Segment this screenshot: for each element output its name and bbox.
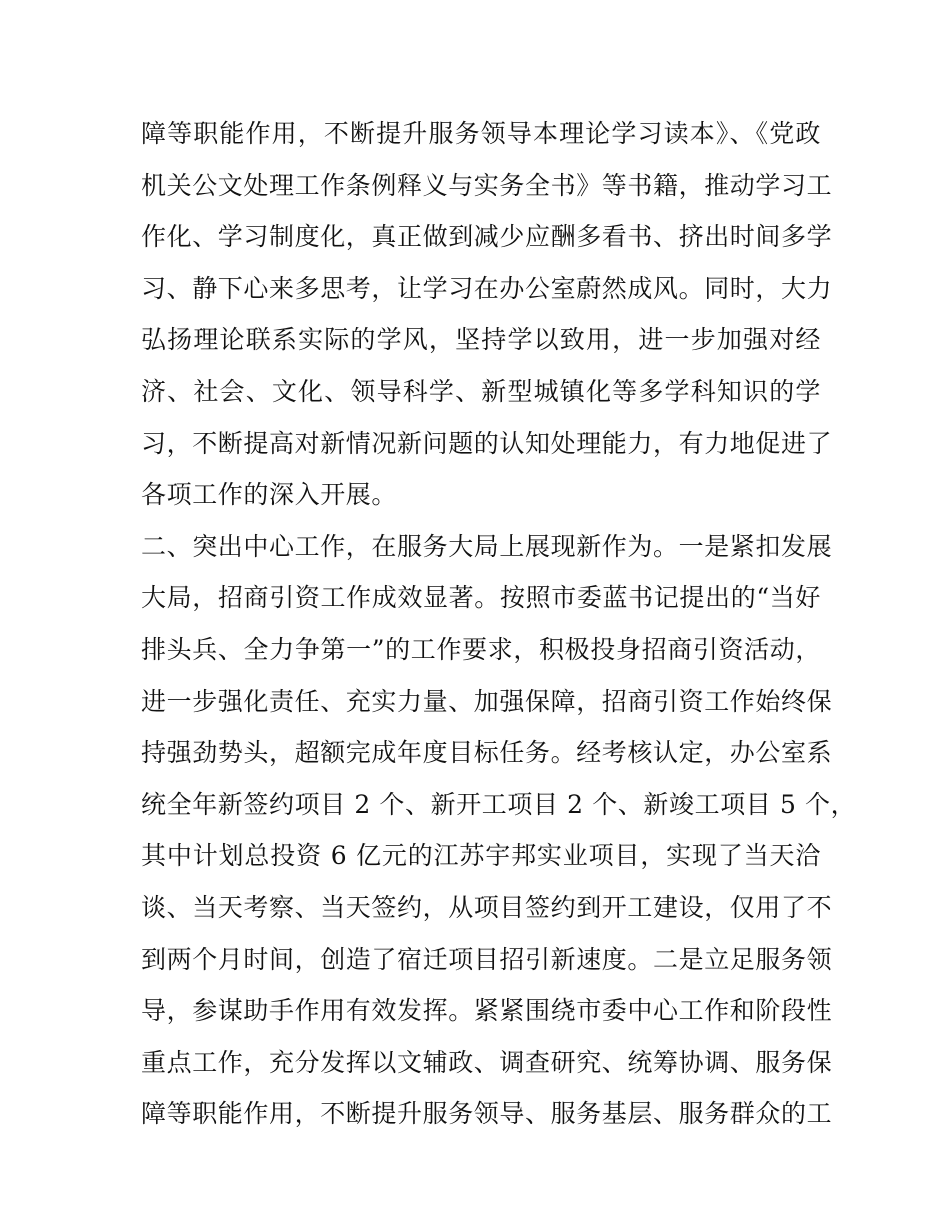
text-line: 弘扬理论联系实际的学风，坚持学以致用，进一步加强对经 (141, 325, 821, 355)
text-line: 障等职能作用，不断提升服务领导本理论学习读本》、《党政 (141, 119, 821, 148)
paragraph-end-line: 各项工作的深入开展。 (141, 480, 398, 510)
text-line: 统全年新签约项目 2 个、新开工项目 2 个、新竣工项目 5 个， (141, 789, 857, 819)
text-line: 机关公文处理工作条例释义与实务全书》等书籍，推动学习工 (141, 170, 833, 200)
text-line: 进一步强化责任、充实力量、加强保障，招商引资工作始终保 (141, 686, 833, 716)
text-line: 障等职能作用，不断提升服务领导、服务基层、服务群众的工 (141, 1099, 833, 1129)
text-line: 持强劲势头，超额完成年度目标任务。经考核认定，办公室系 (141, 738, 833, 768)
text-line: 导，参谋助手作用有效发挥。紧紧围绕市委中心工作和阶段性 (141, 996, 833, 1026)
text-line: 济、社会、文化、领导科学、新型城镇化等多学科知识的学 (141, 376, 821, 406)
section-heading-line: 二、突出中心工作，在服务大局上展现新作为。一是紧扣发展 (141, 531, 833, 561)
body-text (141, 108, 857, 1140)
text-line: 习，不断提高对新情况新问题的认知处理能力，有力地促进了 (141, 428, 833, 458)
text-line: 作化、学习制度化，真正做到减少应酬多看书、挤出时间多学 (141, 222, 833, 252)
text-line: 排头兵、全力争第一”的工作要求，积极投身招商引资活动， (141, 634, 821, 664)
text-line: 大局，招商引资工作成效显著。按照市委蓝书记提出的“当好 (141, 583, 821, 613)
text-line: 谈、当天考察、当天签约，从项目签约到开工建设，仅用了不 (141, 892, 833, 922)
text-line: 重点工作，充分发挥以文辅政、调查研究、统筹协调、服务保 (141, 1047, 833, 1077)
text-line: 其中计划总投资 6 亿元的江苏宇邦实业项目，实现了当天洽 (141, 841, 821, 871)
text-line: 习、静下心来多思考，让学习在办公室蔚然成风。同时，大力 (141, 273, 833, 303)
text-line: 到两个月时间，创造了宿迁项目招引新速度。二是立足服务领 (141, 944, 833, 974)
